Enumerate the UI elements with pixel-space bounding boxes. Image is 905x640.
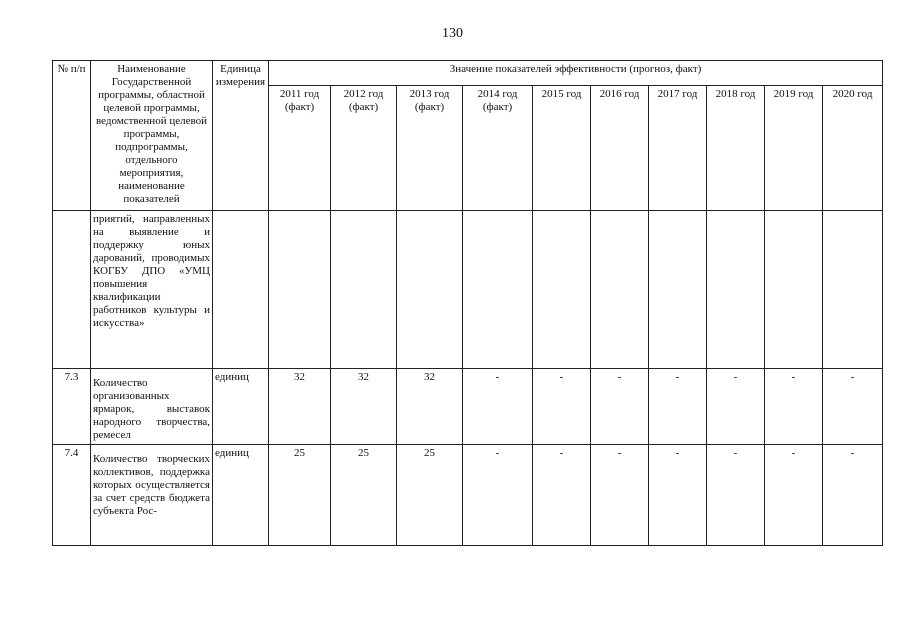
header-year: 2016 год	[591, 86, 649, 211]
row-value: 32	[331, 369, 397, 445]
table-row	[53, 369, 883, 445]
row-value: -	[463, 445, 533, 546]
row-value	[765, 211, 823, 369]
row-name: Количество творческих коллективов, поддержка которых осуществляется за счет средств бюджета субъекта Рос-	[91, 445, 213, 546]
row-value: -	[591, 369, 649, 445]
row-value: -	[649, 445, 707, 546]
header-year: 2020 год	[823, 86, 883, 211]
row-value: -	[533, 369, 591, 445]
row-name: приятий, направленных на выявление и поддержку юных дарований, проводимых КОГБУ ДПО «УМЦ повышения квалификации работников культуры и искусства»	[91, 211, 213, 369]
row-value	[823, 211, 883, 369]
row-value: -	[463, 369, 533, 445]
header-num: № п/п	[53, 61, 91, 211]
row-value: -	[823, 445, 883, 546]
header-year: 2019 год	[765, 86, 823, 211]
row-value: -	[765, 445, 823, 546]
header-row-group	[53, 61, 883, 86]
table-row	[53, 211, 883, 369]
row-value: -	[765, 369, 823, 445]
row-value: -	[591, 445, 649, 546]
header-unit: Единица измерения	[213, 61, 269, 211]
indicators-table	[52, 60, 883, 546]
row-value	[707, 211, 765, 369]
page-number: 130	[442, 26, 463, 41]
row-num: 7.4	[53, 445, 91, 546]
row-value	[463, 211, 533, 369]
row-value: -	[707, 369, 765, 445]
row-value: 32	[397, 369, 463, 445]
row-value	[269, 211, 331, 369]
row-value: 25	[269, 445, 331, 546]
header-year: 2011 год (факт)	[269, 86, 331, 211]
row-unit	[213, 211, 269, 369]
header-year: 2015 год	[533, 86, 591, 211]
header-year: 2017 год	[649, 86, 707, 211]
header-year: 2013 год (факт)	[397, 86, 463, 211]
row-value: -	[707, 445, 765, 546]
table-row	[53, 445, 883, 546]
row-value: 32	[269, 369, 331, 445]
row-name: Количество организованных ярмарок, выставок народного творчества, ремесел	[91, 369, 213, 445]
row-value: -	[823, 369, 883, 445]
header-year: 2012 год (факт)	[331, 86, 397, 211]
row-value	[331, 211, 397, 369]
row-value	[591, 211, 649, 369]
row-value: 25	[331, 445, 397, 546]
row-value	[649, 211, 707, 369]
header-year: 2018 год	[707, 86, 765, 211]
row-value	[397, 211, 463, 369]
header-year: 2014 год (факт)	[463, 86, 533, 211]
row-unit: единиц	[213, 369, 269, 445]
row-value: -	[533, 445, 591, 546]
row-value	[533, 211, 591, 369]
row-num: 7.3	[53, 369, 91, 445]
row-value: 25	[397, 445, 463, 546]
row-unit: единиц	[213, 445, 269, 546]
row-num	[53, 211, 91, 369]
row-value: -	[649, 369, 707, 445]
header-group: Значение показателей эффективности (прогноз, факт)	[269, 61, 883, 86]
header-name: Наименование Государственной программы, областной целевой программы, ведомственной целевой программы, подпрограммы, отдельного мероприятия, наименование показателей	[91, 61, 213, 211]
